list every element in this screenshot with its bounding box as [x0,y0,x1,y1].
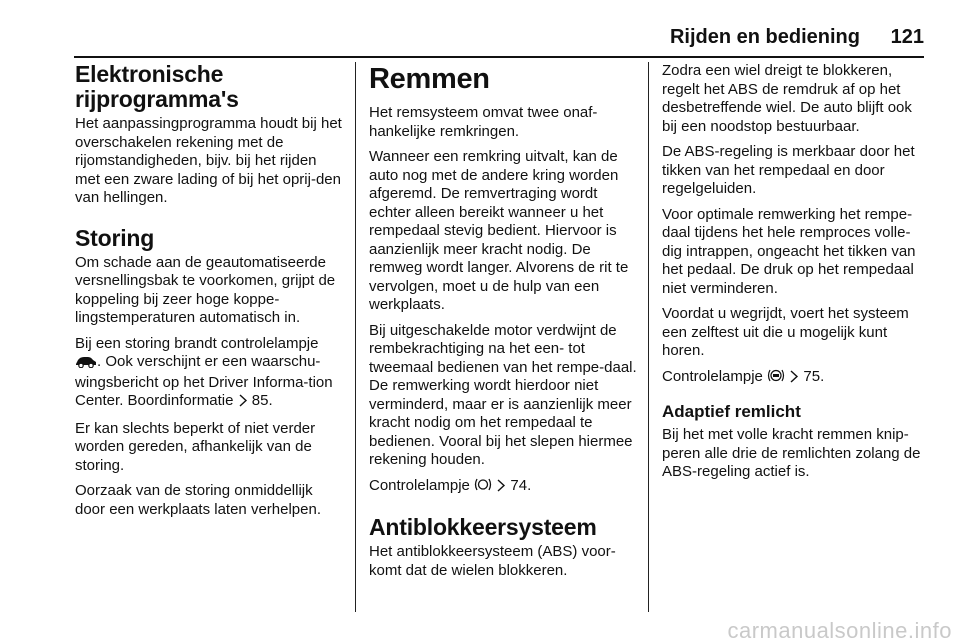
paragraph: Voordat u wegrijdt, voert het systeem een zelftest uit die u mogelijk kunt horen. [662,305,909,359]
page-reference-arrow-icon [496,479,506,498]
brake-warning-icon [474,477,492,498]
paragraph: Zodra een wiel dreigt te blokkeren, regelt het ABS de remdruk af op het desbetreffende wiel. De auto blijft ook bij een noodstop bestuurbaar. [662,62,912,135]
header-rule [74,56,924,58]
column-2 [369,62,637,587]
paragraph: Controlelampje 74. [369,477,637,498]
paragraph: Bij het met volle kracht remmen knip-peren alle drie de remlichten zolang de ABS-regeling actief is. [662,426,921,480]
abs-warning-icon [767,368,785,389]
paragraph: Voor optimale remwerking het rempe-daal tijdens het hele remproces volle-dig intrappen, ongeacht het tikken van het pedaal. De druk op het rempedaal niet verminderen. [662,205,916,297]
header-title: Rijden en bediening [669,26,860,48]
section-title-adaptief-remlicht: Adaptief remlicht [662,402,801,421]
page-reference-arrow-icon [789,370,799,389]
page-number: 121 [890,26,924,48]
page-reference[interactable]: 75. [803,367,825,385]
paragraph: Wanneer een remkring uitvalt, kan de auto nog met de andere kring worden afgeremd. De remvertraging wordt echter alleen bereikt wanneer u het rempedaal stevig bedient. Hiervoor is aanzienlijk meer kracht nodig. De remweg wordt langer. Alvorens de rit te vervolgen, moet u de hulp van een werkplaats. [369,148,629,313]
watermark: carmanualsonline.info [727,618,952,643]
paragraph: De ABS-regeling is merkbaar door het tikken van het rempedaal en door regelgeluiden. [662,143,915,197]
paragraph: Het aanpassingprogramma houdt bij het overschakelen rekening met de rijomstandigheden, bijv. bij het rijden met een zware lading of bij het oprij-den van hellingen. [75,115,342,206]
paragraph: Bij een storing brandt controlelampje . Ook verschijnt er een waarschu-wingsbericht op het Driver Informa-tion Center. Boordinformatie 85. [75,335,343,413]
paragraph: Om schade aan de geautomatiseerde versnellingsbak te voorkomen, grijpt de koppeling bij zeer hoge koppe-lingstemperaturen automatisch in. [75,253,336,326]
column-1 [75,62,343,526]
section-title-storing: Storing [75,224,155,251]
column-3 [662,62,930,489]
section-title-remmen: Remmen [369,63,490,95]
paragraph: Het antiblokkeersysteem (ABS) voor-komt dat de wielen blokkeren. [369,543,616,579]
section-title-antiblokkeersysteem: Antiblokkeersysteem [369,514,597,540]
column-divider [648,62,649,612]
page-reference-arrow-icon [238,394,248,413]
paragraph: Het remsysteem omvat twee onaf-hankelijke remkringen. [369,104,598,140]
paragraph: Controlelampje 75. [662,368,930,389]
paragraph: Er kan slechts beperkt of niet verder worden gereden, afhankelijk van de storing. [75,419,316,474]
paragraph: Oorzaak van de storing onmiddellijk door een werkplaats laten verhelpen. [75,482,321,518]
paragraph: Bij uitgeschakelde motor verdwijnt de rembekrachtiging na het een- tot tweemaal bedienen van het rempe-daal. De remwerking wordt hierdoor niet verminderd, maar er is aanzienlijk meer kracht nodig om het rempedaal te bedienen. Vooral bij het slepen hiermee rekening houden. [369,321,637,468]
page-header [0,26,960,56]
column-divider [355,62,356,612]
page-reference[interactable]: 74. [510,476,532,494]
section-title-rijprogrammas: Elektronische rijprogramma's [75,61,239,112]
car-warning-icon [75,355,97,374]
page-reference[interactable]: 85. [251,392,273,409]
